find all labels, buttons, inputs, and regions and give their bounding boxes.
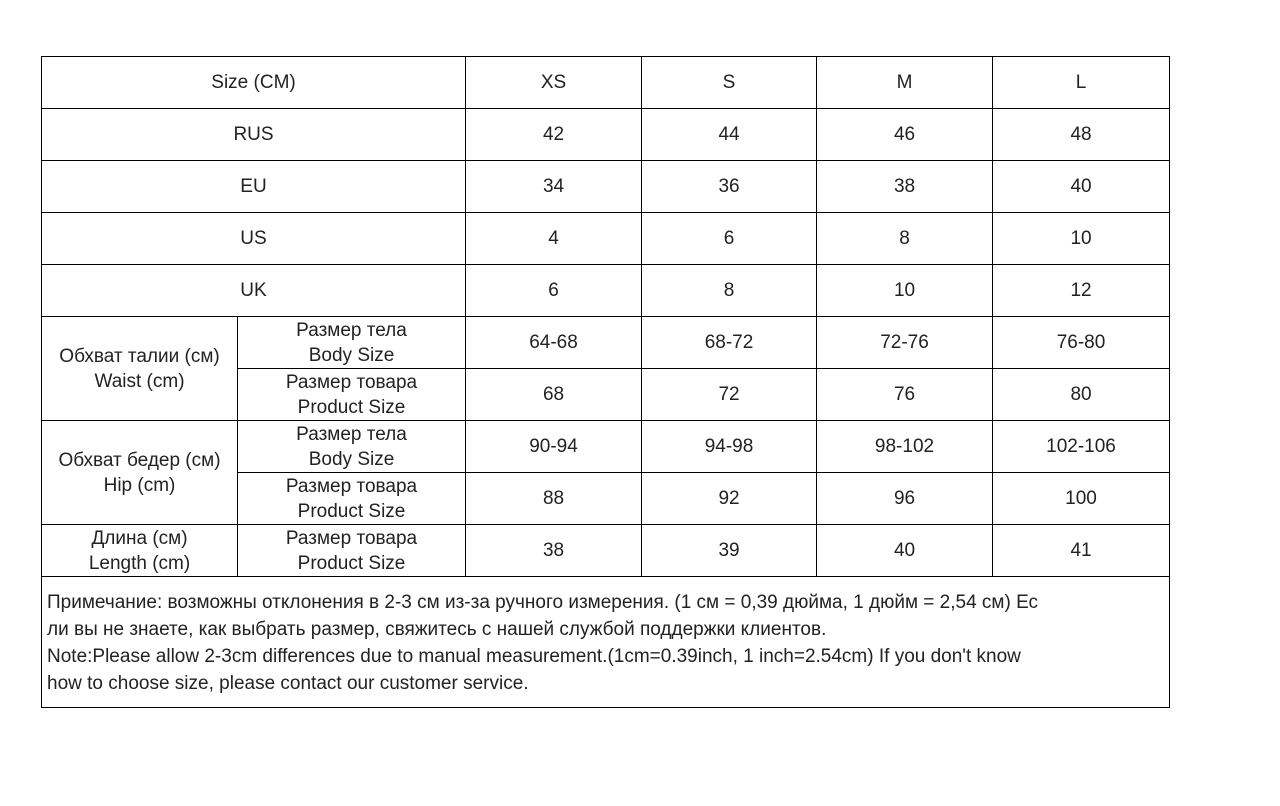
size-header-label: Size (CM) [42,57,466,109]
table-cell: 40 [993,161,1170,213]
hip-label-ru: Обхват бедер (см) [58,449,221,471]
product-size-label-ru: Размер товара [285,475,418,497]
body-size-label-ru: Размер тела [296,319,407,341]
table-cell: 41 [993,525,1170,577]
table-cell: 100 [993,473,1170,525]
table-cell: 88 [466,473,642,525]
row-label-rus: RUS [42,109,466,161]
hip-label-en: Hip (cm) [103,474,176,496]
waist-body-size-label [238,317,466,369]
note-ru-line-2: ли вы не знаете, как выбрать размер, свяжитесь с нашей службой поддержки клиентов. [47,619,827,640]
table-cell: 34 [466,161,642,213]
size-header-l: L [993,57,1170,109]
product-size-label-en: Product Size [297,396,406,418]
product-size-label-ru: Размер товара [285,371,418,393]
table-cell: 64-68 [466,317,642,369]
length-product-size-label [238,525,466,577]
table-cell: 72 [642,369,817,421]
table-cell: 80 [993,369,1170,421]
waist-label-ru: Обхват талии (см) [59,345,220,367]
table-row [42,525,1170,577]
size-header-xs: XS [466,57,642,109]
table-cell: 40 [817,525,993,577]
table-cell: 12 [993,265,1170,317]
row-label-us: US [42,213,466,265]
table-cell: 8 [817,213,993,265]
table-cell: 102-106 [993,421,1170,473]
header-row [42,57,1170,109]
table-cell: 6 [466,265,642,317]
waist-product-size-label [238,369,466,421]
table-cell: 10 [817,265,993,317]
size-header-m: M [817,57,993,109]
table-cell: 68 [466,369,642,421]
table-cell: 48 [993,109,1170,161]
table-cell: 46 [817,109,993,161]
row-label-length [42,525,238,577]
note-row [42,577,1170,708]
hip-product-size-label [238,473,466,525]
product-size-label-en: Product Size [297,500,406,522]
waist-label-en: Waist (cm) [94,370,185,392]
table-cell: 68-72 [642,317,817,369]
body-size-label-en: Body Size [308,448,395,470]
table-cell: 38 [466,525,642,577]
table-cell: 94-98 [642,421,817,473]
note-ru-line-1: Примечание: возможны отклонения в 2-3 см из-за ручного измерения. (1 см = 0,39 дюйма, 1 дюйм = 2,54 см) Ес [47,592,1039,613]
product-size-label-en: Product Size [297,552,406,574]
table-cell: 76-80 [993,317,1170,369]
table-row [42,421,1170,473]
table-cell: 8 [642,265,817,317]
note-en-line-2: how to choose size, please contact our customer service. [47,673,529,694]
table-cell: 96 [817,473,993,525]
hip-body-size-label [238,421,466,473]
table-cell: 76 [817,369,993,421]
table-cell: 98-102 [817,421,993,473]
size-chart-table [41,56,1170,708]
table-row [42,213,1170,265]
note-en-line-1: Note:Please allow 2-3cm differences due to manual measurement.(1cm=0.39inch, 1 inch=2.54cm) If you don't know [47,646,1021,667]
table-cell: 92 [642,473,817,525]
table-cell: 38 [817,161,993,213]
row-label-waist [42,317,238,421]
body-size-label-ru: Размер тела [296,423,407,445]
note-cell [42,577,1170,708]
table-cell: 6 [642,213,817,265]
table-cell: 39 [642,525,817,577]
size-header-s: S [642,57,817,109]
table-cell: 42 [466,109,642,161]
row-label-hip [42,421,238,525]
body-size-label-en: Body Size [308,344,395,366]
table-row [42,161,1170,213]
table-cell: 72-76 [817,317,993,369]
row-label-uk: UK [42,265,466,317]
row-label-eu: EU [42,161,466,213]
table-cell: 90-94 [466,421,642,473]
table-row [42,265,1170,317]
table-row [42,109,1170,161]
product-size-label-ru: Размер товара [285,527,418,549]
table-cell: 10 [993,213,1170,265]
length-label-ru: Длина (см) [91,527,188,549]
table-cell: 4 [466,213,642,265]
table-cell: 36 [642,161,817,213]
length-label-en: Length (cm) [88,552,191,574]
table-row [42,317,1170,369]
table-cell: 44 [642,109,817,161]
